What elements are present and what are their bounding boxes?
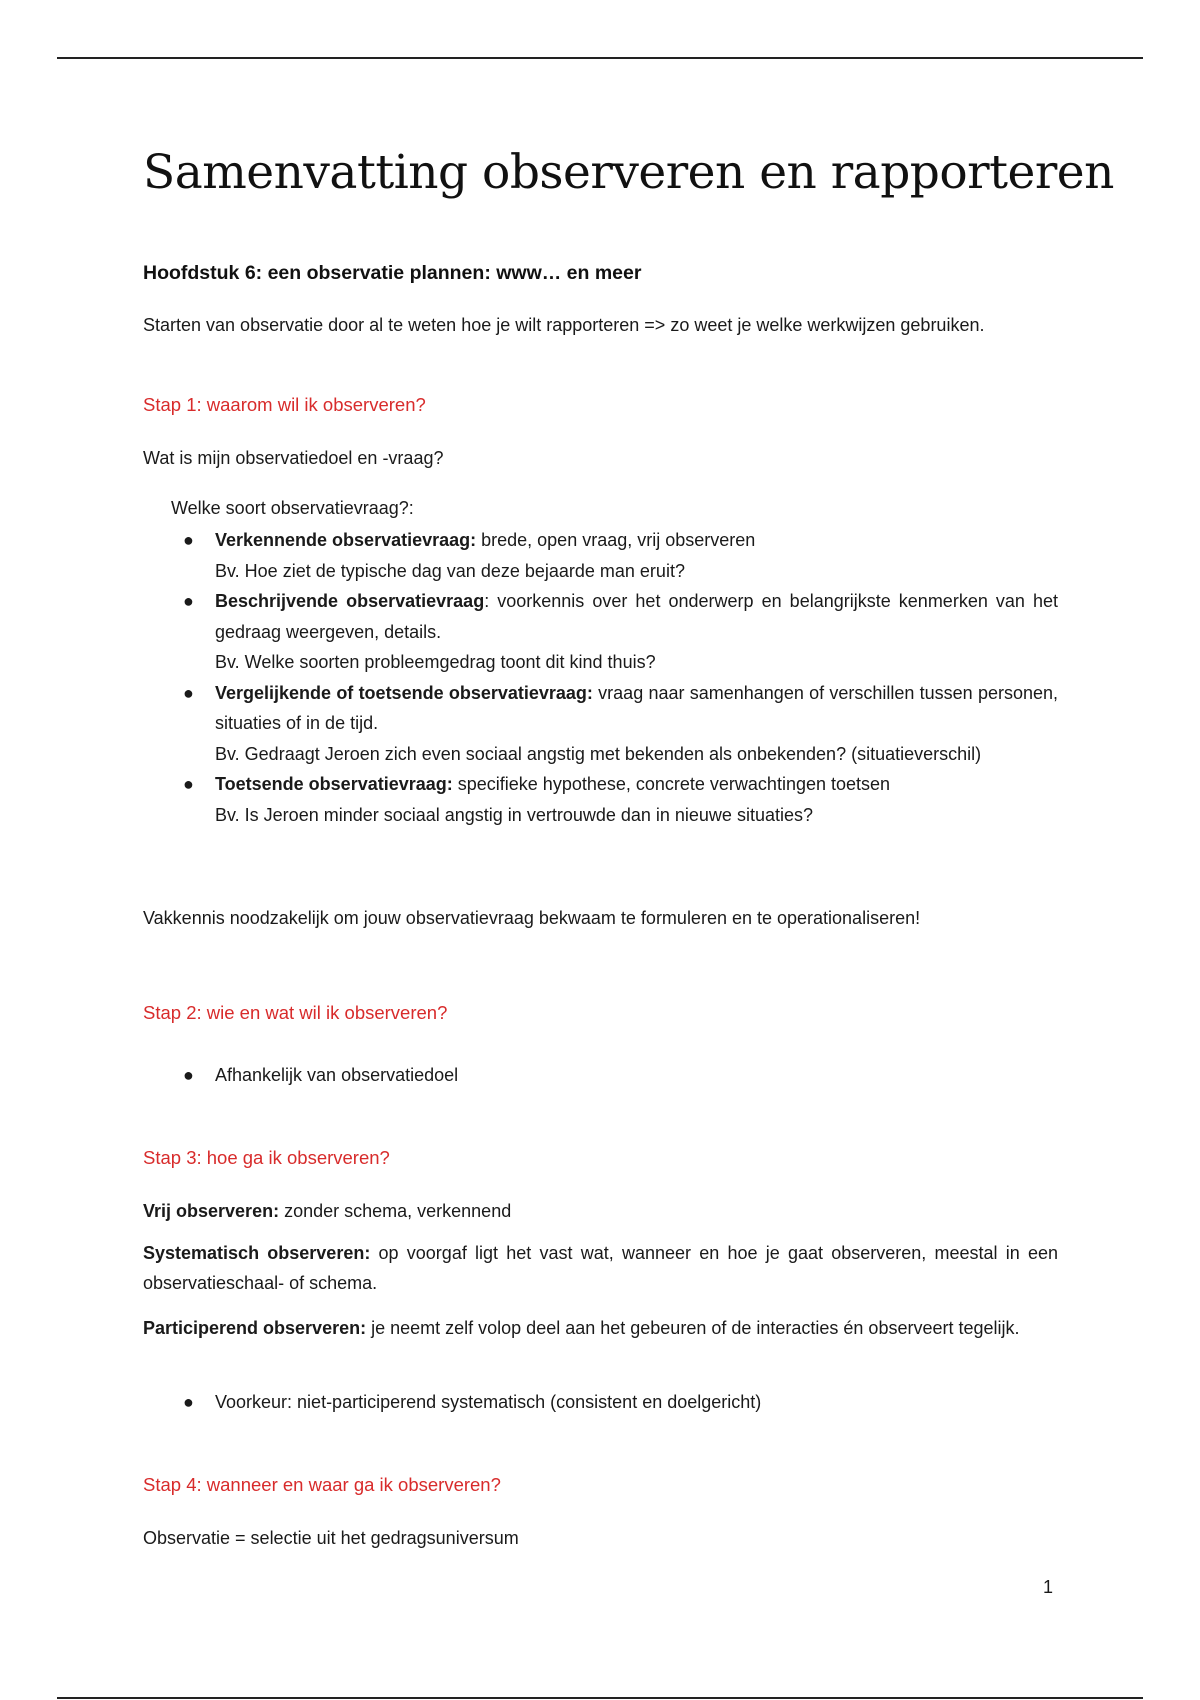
page-number: 1 bbox=[1043, 1577, 1054, 1597]
step2-list bbox=[143, 1060, 1058, 1091]
bullet-icon: ● bbox=[183, 591, 194, 611]
list-item bbox=[143, 769, 1058, 830]
type-desc: vraag naar samenhangen of verschillen tussen personen, situaties of in de tijd. bbox=[215, 682, 1059, 733]
type-term: Toetsende observatievraag: bbox=[215, 774, 453, 794]
step4-heading: Stap 4: wanneer en waar ga ik observeren? bbox=[143, 1474, 501, 1495]
document-title: Samenvatting observeren en rapporteren bbox=[143, 145, 1114, 200]
step1-heading: Stap 1: waarom wil ik observeren? bbox=[143, 394, 426, 415]
step3-term: Participerend observeren: bbox=[143, 1318, 367, 1338]
type-term: Vergelijkende of toetsende observatievraag: bbox=[215, 682, 593, 703]
bullet-icon: ● bbox=[183, 682, 194, 703]
question-types-label: Welke soort observatievraag?: bbox=[171, 498, 414, 518]
step4-text: Observatie = selectie uit het gedragsuniversum bbox=[143, 1528, 519, 1548]
bullet-icon: ● bbox=[183, 1065, 194, 1085]
bottom-rule bbox=[57, 1697, 1143, 1699]
list-item bbox=[143, 586, 1058, 678]
step3-term: Systematisch observeren: bbox=[143, 1243, 371, 1263]
type-example: Bv. Hoe ziet de typische dag van deze bejaarde man eruit? bbox=[215, 560, 685, 581]
step3-bullet: Voorkeur: niet-participerend systematisch (consistent en doelgericht) bbox=[215, 1392, 762, 1412]
step3-desc: zonder schema, verkennend bbox=[279, 1201, 512, 1221]
question-types-list bbox=[143, 525, 1058, 830]
step2-bullet: Afhankelijk van observatiedoel bbox=[215, 1065, 459, 1085]
bullet-icon: ● bbox=[183, 1392, 194, 1412]
step3-heading: Stap 3: hoe ga ik observeren? bbox=[143, 1147, 390, 1168]
step3-item bbox=[143, 1313, 1058, 1343]
bullet-icon: ● bbox=[183, 530, 194, 550]
list-item bbox=[143, 1387, 1058, 1418]
intro-paragraph: Starten van observatie door al te weten hoe je wilt rapporteren => zo weet je welke werkwijzen gebruiken. bbox=[143, 315, 985, 335]
type-desc: specifieke hypothese, concrete verwachtingen toetsen bbox=[452, 774, 891, 794]
step3-term: Vrij observeren: bbox=[143, 1201, 280, 1221]
list-item bbox=[143, 1060, 1058, 1091]
bullet-icon: ● bbox=[183, 774, 194, 794]
type-example: Bv. Is Jeroen minder sociaal angstig in vertrouwde dan in nieuwe situaties? bbox=[215, 804, 813, 825]
step1-note: Vakkennis noodzakelijk om jouw observatievraag bekwaam te formuleren en te operationaliseren! bbox=[143, 908, 921, 928]
step1-question: Wat is mijn observatiedoel en -vraag? bbox=[143, 448, 444, 468]
step3-desc: op voorgaf ligt het vast wat, wanneer en hoe je gaat observeren, meestal in een observatieschaal- of schema. bbox=[143, 1243, 1058, 1293]
step2-heading: Stap 2: wie en wat wil ik observeren? bbox=[143, 1002, 448, 1023]
step3-desc: je neemt zelf volop deel aan het gebeuren of de interacties én observeert tegelijk. bbox=[366, 1318, 1020, 1338]
type-example: Bv. Welke soorten probleemgedrag toont dit kind thuis? bbox=[215, 652, 656, 672]
list-item bbox=[143, 525, 1058, 586]
type-desc: brede, open vraag, vrij observeren bbox=[476, 530, 756, 550]
type-example: Bv. Gedraagt Jeroen zich even sociaal angstig met bekenden als onbekenden? (situatieverschil) bbox=[215, 743, 982, 764]
step3-item bbox=[143, 1238, 1058, 1298]
list-item bbox=[143, 678, 1058, 770]
step3-list bbox=[143, 1387, 1058, 1418]
top-rule bbox=[57, 57, 1143, 59]
step3-item bbox=[143, 1196, 1058, 1226]
type-term: Beschrijvende observatievraag bbox=[215, 591, 485, 611]
chapter-heading: Hoofdstuk 6: een observatie plannen: www… en meer bbox=[143, 262, 642, 284]
type-term: Verkennende observatievraag: bbox=[215, 530, 477, 550]
type-desc: : voorkennis over het onderwerp en belangrijkste kenmerken van het gedraag weergeven, details. bbox=[215, 591, 1058, 642]
